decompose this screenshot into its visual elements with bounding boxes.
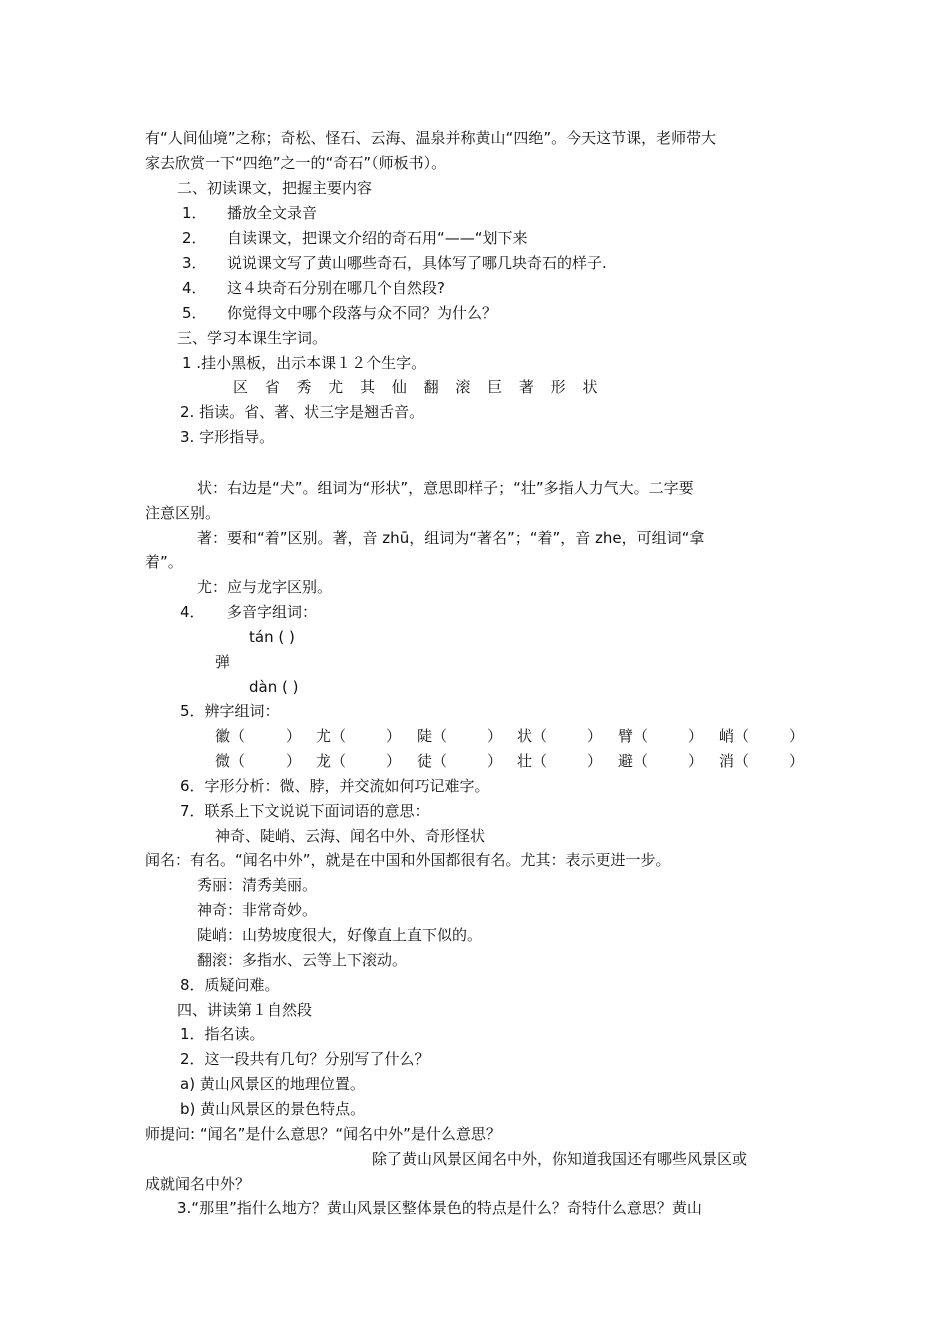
grid-cell: 状（ bbox=[517, 727, 548, 745]
grid-cell: 尤（ bbox=[316, 727, 347, 745]
grid-cell: 消（ bbox=[719, 752, 750, 770]
section-heading: 四、讲读第１自然段 bbox=[177, 1001, 313, 1019]
grid-cell: ） bbox=[487, 727, 503, 745]
grid-cell: ） bbox=[789, 727, 805, 745]
grid-cell: 徒（ bbox=[417, 752, 448, 770]
paragraph-line: 著：要和“着”区别。著，音 zhū，组词为“著名”；“着”，音 zhe，可组词“拿 bbox=[197, 529, 705, 547]
list-item: 说说课文写了黄山哪些奇石，具体写了哪几块奇石的样子. bbox=[227, 254, 607, 272]
list-number: 4． bbox=[182, 279, 207, 297]
list-item: 6．字形分析：微、脖，并交流如何巧记难字。 bbox=[180, 777, 490, 795]
list-number: 1． bbox=[182, 204, 207, 222]
list-item: 1．指名读。 bbox=[180, 1025, 265, 1043]
paragraph-line: 家去欣赏一下“四绝”之一的“奇石”（师板书）。 bbox=[145, 154, 447, 172]
list-item: 2．这一段共有几句？分别写了什么？ bbox=[180, 1050, 430, 1068]
list-item: 5．辨字组词： bbox=[180, 702, 280, 720]
paragraph-line: 状：右边是“犬”。组词为“形状”，意思即样子；“壮”多指人力气大。二字要 bbox=[197, 479, 694, 497]
list-item: 播放全文录音 bbox=[227, 204, 318, 222]
paragraph-line: 有“人间仙境”之称；奇松、怪石、云海、温泉并称黄山“四绝”。今天这节课，老师带大 bbox=[145, 129, 717, 147]
grid-cell: 微（ bbox=[215, 752, 246, 770]
list-item: a) 黄山风景区的地理位置。 bbox=[180, 1075, 365, 1093]
list-item: 8．质疑问难。 bbox=[180, 976, 280, 994]
character-list: 区 省 秀 尤 其 仙 翻 滚 巨 著 形 状 bbox=[233, 378, 604, 396]
definition: 陡峭：山势坡度很大，好像直上直下似的。 bbox=[197, 926, 483, 944]
paragraph-line: 闻名：有名。“闻名中外”，就是在中国和外国都很有名。尤其：表示更进一步。 bbox=[145, 851, 671, 869]
list-item: 这４块奇石分别在哪几个自然段? bbox=[227, 279, 445, 297]
list-item: 自读课文，把课文介绍的奇石用“——“划下来 bbox=[227, 229, 528, 247]
pinyin-entry: tán ( ) bbox=[249, 628, 295, 646]
grid-cell: ） bbox=[688, 752, 704, 770]
list-number: 5． bbox=[182, 304, 207, 322]
grid-cell: 龙（ bbox=[316, 752, 347, 770]
grid-cell: 避（ bbox=[618, 752, 649, 770]
grid-cell: ） bbox=[587, 727, 603, 745]
list-item: 7．联系上下文说说下面词语的意思： bbox=[180, 802, 430, 820]
section-heading: 三、学习本课生字词。 bbox=[177, 329, 328, 347]
grid-cell: ） bbox=[789, 752, 805, 770]
paragraph-line: 师提问: “闻名”是什么意思？“闻名中外”是什么意思？ bbox=[145, 1125, 501, 1143]
list-number: 3． bbox=[182, 254, 207, 272]
paragraph-line: 除了黄山风景区闻名中外，你知道我国还有哪些风景区或 bbox=[372, 1150, 748, 1168]
paragraph-line: 注意区别。 bbox=[145, 504, 221, 522]
pinyin-entry: dàn ( ) bbox=[249, 678, 299, 696]
list-item: 1 .挂小黑板，出示本课１２个生字。 bbox=[182, 354, 427, 372]
list-item: 多音字组词： bbox=[227, 603, 318, 621]
list-item: b) 黄山风景区的景色特点。 bbox=[180, 1100, 366, 1118]
definition: 翻滚：多指水、云等上下滚动。 bbox=[197, 951, 408, 969]
grid-cell: 壮（ bbox=[517, 752, 548, 770]
section-heading: 二、初读课文，把握主要内容 bbox=[177, 179, 373, 197]
grid-cell: ） bbox=[688, 727, 704, 745]
definition: 神奇：非常奇妙。 bbox=[197, 901, 318, 919]
polyphonic-character: 弹 bbox=[215, 653, 231, 671]
list-number: 4． bbox=[180, 603, 205, 621]
paragraph-line: 尤：应与龙字区别。 bbox=[197, 578, 333, 596]
grid-cell: 徽（ bbox=[215, 727, 246, 745]
grid-cell: ） bbox=[587, 752, 603, 770]
paragraph-line: 成就闻名中外？ bbox=[145, 1175, 251, 1193]
grid-cell: 峭（ bbox=[719, 727, 750, 745]
list-item: 2. 指读。省、著、状三字是翘舌音。 bbox=[180, 403, 425, 421]
grid-cell: ） bbox=[386, 752, 402, 770]
paragraph-line: 着”。 bbox=[145, 553, 183, 571]
grid-cell: ） bbox=[286, 727, 302, 745]
grid-cell: ） bbox=[286, 752, 302, 770]
definition: 秀丽：清秀美丽。 bbox=[197, 876, 318, 894]
grid-cell: ） bbox=[487, 752, 503, 770]
list-item: 3. 字形指导。 bbox=[180, 428, 275, 446]
paragraph-line: 3.“那里”指什么地方？黄山风景区整体景色的特点是什么？奇特什么意思？黄山 bbox=[177, 1199, 702, 1217]
word-list: 神奇、陡峭、云海、闻名中外、奇形怪状 bbox=[215, 827, 486, 845]
grid-cell: 臂（ bbox=[618, 727, 649, 745]
list-number: 2． bbox=[182, 229, 207, 247]
grid-cell: ） bbox=[386, 727, 402, 745]
list-item: 你觉得文中哪个段落与众不同？为什么？ bbox=[227, 304, 498, 322]
grid-cell: 陡（ bbox=[417, 727, 448, 745]
